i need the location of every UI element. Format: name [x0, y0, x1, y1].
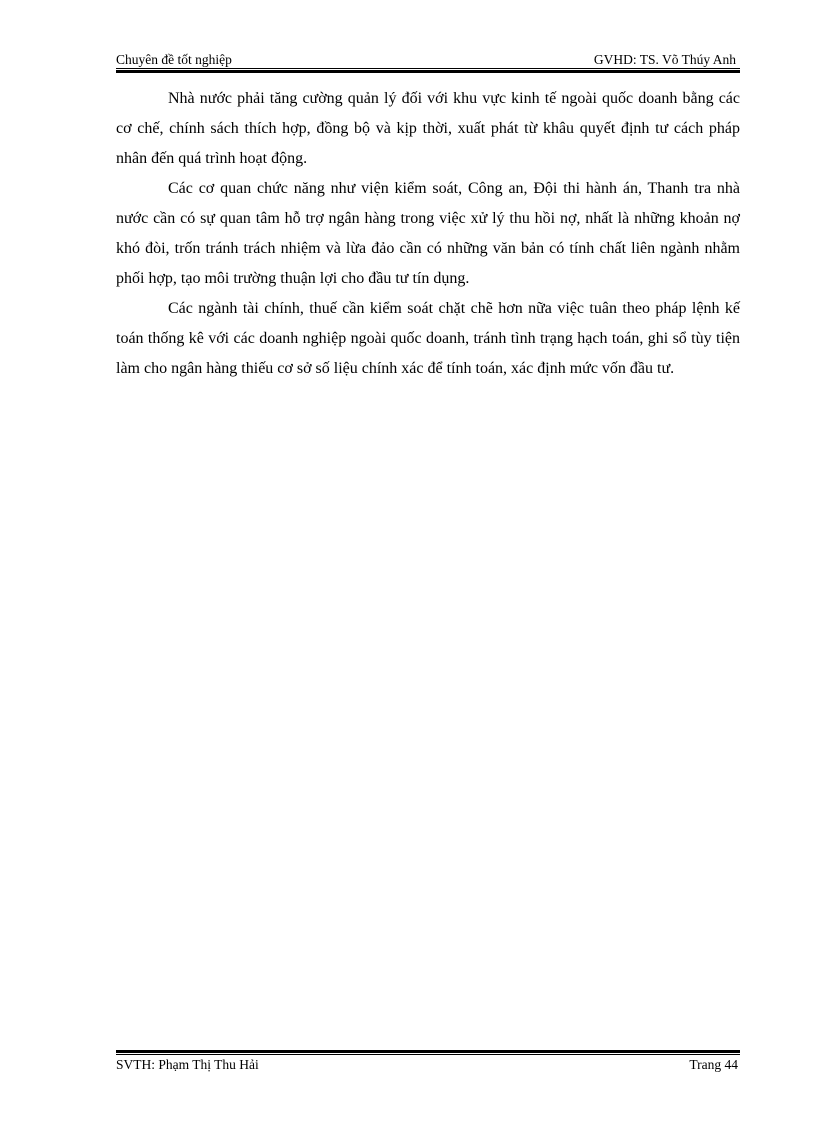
footer-divider	[116, 1050, 740, 1055]
paragraph: Các cơ quan chức năng như viện kiểm soát, Công an, Đội thi hành án, Thanh tra nhà nước cần có sự quan tâm hỗ trợ ngân hàng trong việc xử lý thu hồi nợ, nhất là những khoản nợ khó đòi, trốn tránh trách nhiệm và lừa đảo cần có những văn bản có tính chất liên ngành nhằm phối hợp, tạo môi trường thuận lợi cho đầu tư tín dụng.	[116, 180, 740, 287]
header-title: Chuyên đề tốt nghiệp	[116, 52, 232, 67]
header-advisor: GVHD: TS. Võ Thúy Anh	[593, 52, 736, 67]
page-header	[116, 52, 740, 68]
footer-student: SVTH: Phạm Thị Thu Hải	[116, 1057, 259, 1072]
page-footer	[116, 1056, 740, 1074]
paragraph: Các ngành tài chính, thuế cần kiểm soát chặt chẽ hơn nữa việc tuân theo pháp lệnh kế toán thống kê với các doanh nghiệp ngoài quốc doanh, tránh tình trạng hạch toán, ghi sổ tùy tiện làm cho ngân hàng thiếu cơ sở số liệu chính xác để tính toán, xác định mức vốn đầu tư.	[116, 300, 740, 377]
paragraph: Nhà nước phải tăng cường quản lý đối với khu vực kinh tế ngoài quốc doanh bằng các cơ chế, chính sách thích hợp, đồng bộ và kịp thời, xuất phát từ khâu quyết định tư cách pháp nhân đến quá trình hoạt động.	[116, 90, 740, 167]
document-body	[116, 84, 740, 384]
header-divider	[116, 68, 740, 73]
page-number: Trang 44	[689, 1057, 738, 1072]
